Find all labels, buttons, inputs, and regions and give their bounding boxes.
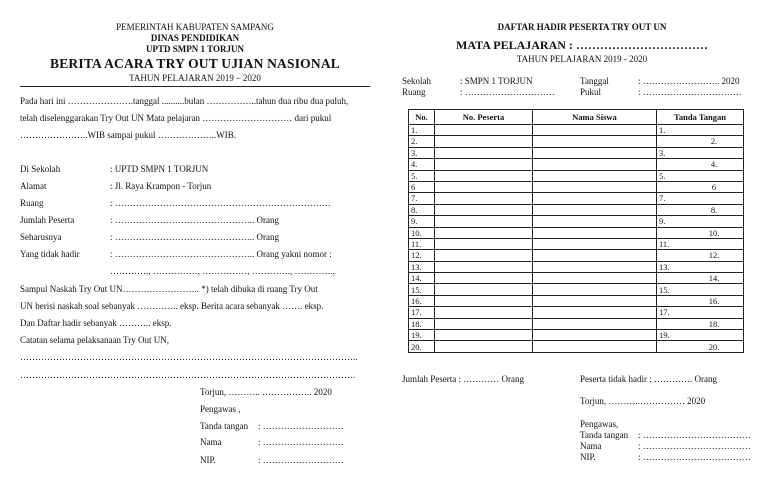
field-label: Yang tidak hadir [20, 249, 80, 259]
field-value: : UPTD SMPN 1 TORJUN [110, 164, 209, 174]
table-row [409, 136, 744, 147]
row-number: 13. [409, 261, 435, 272]
attendance-table [408, 109, 744, 353]
attendance-place-date: Torjun, ………..…………… 2020 [580, 396, 706, 406]
school-value: : SMPN 1 TORJUN [460, 76, 533, 86]
attendance-signature-label: Tanda tangan [580, 430, 629, 440]
participant-number-cell [435, 341, 533, 352]
row-number: 4. [409, 159, 435, 170]
row-number: 5. [409, 170, 435, 181]
signature-cell: 9. [657, 216, 744, 227]
table-row [409, 250, 744, 261]
row-number: 10. [409, 227, 435, 238]
col-header-no: No. [409, 110, 435, 125]
document-title: BERITA ACARA TRY OUT UJIAN NASIONAL [50, 56, 340, 71]
attendance-page [400, 0, 768, 503]
table-row [409, 204, 744, 215]
student-name-cell [533, 238, 657, 249]
signature-cell: 10. [657, 227, 744, 238]
student-name-cell [533, 193, 657, 204]
notes-line-2: …………………………………………………………………………………………………. [20, 370, 356, 380]
row-number: 6 [409, 181, 435, 192]
notes-line-1: ………………………………………………………………………………………………….. [20, 352, 358, 362]
participant-number-cell [435, 170, 533, 181]
student-name-cell [533, 216, 657, 227]
table-row [409, 330, 744, 341]
participant-number-cell [435, 330, 533, 341]
subject-line: MATA PELAJARAN : …………………………… [456, 38, 708, 52]
participant-number-cell [435, 261, 533, 272]
table-row [409, 125, 744, 136]
table-row [409, 341, 744, 352]
table-row [409, 295, 744, 306]
signature-value: : ……………………… [258, 421, 344, 431]
student-name-cell [533, 136, 657, 147]
signature-cell: 12. [657, 250, 744, 261]
field-value: : ……………………………………….. Orang [110, 215, 279, 225]
header-divider [20, 86, 370, 87]
row-number: 15. [409, 284, 435, 295]
student-name-cell [533, 261, 657, 272]
table-row [409, 170, 744, 181]
participant-number-cell [435, 318, 533, 329]
attendance-signature-value: : ……………………………… [638, 430, 751, 440]
participant-number-cell [435, 204, 533, 215]
signature-cell: 19. [657, 330, 744, 341]
notes-heading: Catatan selama pelaksanaan Try Out UN, [20, 335, 169, 345]
student-name-cell [533, 159, 657, 170]
nip-field [200, 455, 344, 466]
opening-line-2: telah diselenggarakan Try Out UN Mata pelajaran ………………………… dari pukul [20, 113, 332, 123]
col-header-participant-no: No. Peserta [435, 110, 533, 125]
row-number: 17. [409, 307, 435, 318]
student-name-cell [533, 125, 657, 136]
table-row [409, 216, 744, 227]
student-name-cell [533, 307, 657, 318]
name-field [200, 437, 344, 448]
field-label: Alamat [20, 181, 47, 191]
signature-field [200, 421, 344, 432]
row-number: 11. [409, 238, 435, 249]
field-value: : ……………………………………….. Orang yakni nomor : [110, 249, 332, 259]
participant-number-cell [435, 227, 533, 238]
field-value: : Jl. Raya Krampon - Torjun [110, 181, 212, 191]
signature-cell: 15. [657, 284, 744, 295]
row-number: 7. [409, 193, 435, 204]
room-value: : ………………………… [460, 87, 555, 97]
participant-number-cell [435, 250, 533, 261]
opening-line-3: …………………..WIB sampai pukul ………………..WIB. [20, 130, 236, 140]
participant-number-cell [435, 193, 533, 204]
table-row [409, 193, 744, 204]
student-name-cell [533, 147, 657, 158]
student-name-cell [533, 170, 657, 181]
signature-place-date: Torjun, ……….. …………….. 2020 [200, 387, 332, 397]
table-row [409, 227, 744, 238]
row-number: 16. [409, 295, 435, 306]
total-participants: Jumlah Peserta : ………… Orang [402, 374, 524, 384]
student-name-cell [533, 250, 657, 261]
nip-value: : ……………………… [258, 455, 344, 465]
attendance-supervisor-role: Pengawas, [580, 419, 619, 429]
time-value: : …………………………… [638, 87, 742, 97]
date-value: : …………………….. 2020 [638, 76, 740, 86]
berita-acara-page [20, 0, 370, 503]
field-value: : ……………………………………….. Orang [110, 232, 279, 242]
attendance-nip-label: NIP. [580, 452, 596, 462]
signature-cell: 11. [657, 238, 744, 249]
name-value: : ……………………… [258, 437, 344, 447]
room-label: Ruang [402, 87, 426, 97]
row-number: 9. [409, 216, 435, 227]
participant-number-cell [435, 136, 533, 147]
row-number: 8. [409, 204, 435, 215]
table-row [409, 261, 744, 272]
name-label: Nama [200, 437, 222, 447]
participant-number-cell [435, 125, 533, 136]
opening-line-1: Pada hari ini ………………….tanggal ..........bulan ……………..tahun dua ribu dua puluh, [20, 96, 349, 106]
student-name-cell [533, 273, 657, 284]
signature-role: Pengawas , [200, 404, 241, 414]
attendance-name-label: Nama [580, 441, 602, 451]
envelope-line: Sampul Naskah Try Out UN…………………….. *) telah dibuka di ruang Try Out [20, 284, 318, 294]
participant-number-cell [435, 273, 533, 284]
attendance-title: DAFTAR HADIR PESERTA TRY OUT UN [497, 22, 667, 32]
attendance-year: TAHUN PELAJARAN 2019 - 2020 [516, 54, 648, 64]
row-number: 18. [409, 318, 435, 329]
table-row [409, 238, 744, 249]
signature-cell: 16. [657, 295, 744, 306]
attendance-nip-value: : ……………………………… [638, 452, 751, 462]
table-header-row [409, 110, 744, 125]
signature-label: Tanda tangan [200, 421, 249, 431]
field-label: Di Sekolah [20, 164, 61, 174]
table-row [409, 147, 744, 158]
row-number: 19. [409, 330, 435, 341]
signature-cell: 18. [657, 318, 744, 329]
student-name-cell [533, 318, 657, 329]
row-number: 14. [409, 273, 435, 284]
row-number: 3. [409, 147, 435, 158]
date-label: Tanggal [580, 76, 609, 86]
student-name-cell [533, 204, 657, 215]
participant-number-cell [435, 284, 533, 295]
government-name: PEMERINTAH KABUPATEN SAMPANG [116, 22, 274, 32]
participant-number-cell [435, 307, 533, 318]
participant-number-cell [435, 181, 533, 192]
table-row [409, 307, 744, 318]
signature-cell: 13. [657, 261, 744, 272]
academic-year: TAHUN PELAJARAN 2019 – 2020 [129, 73, 261, 83]
signature-cell: 8. [657, 204, 744, 215]
student-name-cell [533, 341, 657, 352]
signature-cell: 20. [657, 341, 744, 352]
student-name-cell [533, 284, 657, 295]
attendance-copies-line: Dan Daftar hadir sebanyak ……….. eksp. [20, 318, 172, 328]
signature-cell: 7. [657, 193, 744, 204]
student-name-cell [533, 227, 657, 238]
participant-number-cell [435, 159, 533, 170]
copies-line: UN berisi naskah soal sebanyak ………….. eksp. Berita acara sebanyak ……. eksp. [20, 301, 324, 311]
attendance-rows [409, 125, 744, 353]
signature-cell: 5. [657, 170, 744, 181]
table-row [409, 273, 744, 284]
department-name: DINAS PENDIDIKAN [150, 33, 240, 43]
student-name-cell [533, 330, 657, 341]
row-number: 20. [409, 341, 435, 352]
participant-number-cell [435, 216, 533, 227]
signature-cell: 4. [657, 159, 744, 170]
participant-number-cell [435, 238, 533, 249]
nip-label: NIP. [200, 455, 216, 465]
signature-cell: 6 [657, 181, 744, 192]
absent-numbers: …………., ……………, ……………, …………., …………., [110, 266, 335, 276]
participant-number-cell [435, 295, 533, 306]
row-number: 1. [409, 125, 435, 136]
time-label: Pukul [580, 87, 602, 97]
table-row [409, 181, 744, 192]
field-value: : ……………………………………………………………… [110, 198, 331, 208]
table-row [409, 159, 744, 170]
col-header-signature: Tanda Tangan [657, 110, 744, 125]
table-row [409, 318, 744, 329]
signature-cell: 1. [657, 125, 744, 136]
col-header-student-name: Nama Siswa [533, 110, 657, 125]
signature-cell: 17. [657, 307, 744, 318]
signature-cell: 14. [657, 273, 744, 284]
signature-cell: 3. [657, 147, 744, 158]
attendance-name-value: : ……………………………… [638, 441, 751, 451]
student-name-cell [533, 181, 657, 192]
school-name: UPTD SMPN 1 TORJUN [146, 44, 244, 54]
signature-cell: 2. [657, 136, 744, 147]
table-row [409, 284, 744, 295]
participant-number-cell [435, 147, 533, 158]
row-number: 12. [409, 250, 435, 261]
school-label: Sekolah [402, 76, 431, 86]
field-label: Seharusnya [20, 232, 62, 242]
field-label: Jumlah Peserta [20, 215, 75, 225]
student-name-cell [533, 295, 657, 306]
absent-participants: Peserta tidak hadir : …………. Orang [580, 374, 717, 384]
row-number: 2. [409, 136, 435, 147]
field-label: Ruang [20, 198, 44, 208]
